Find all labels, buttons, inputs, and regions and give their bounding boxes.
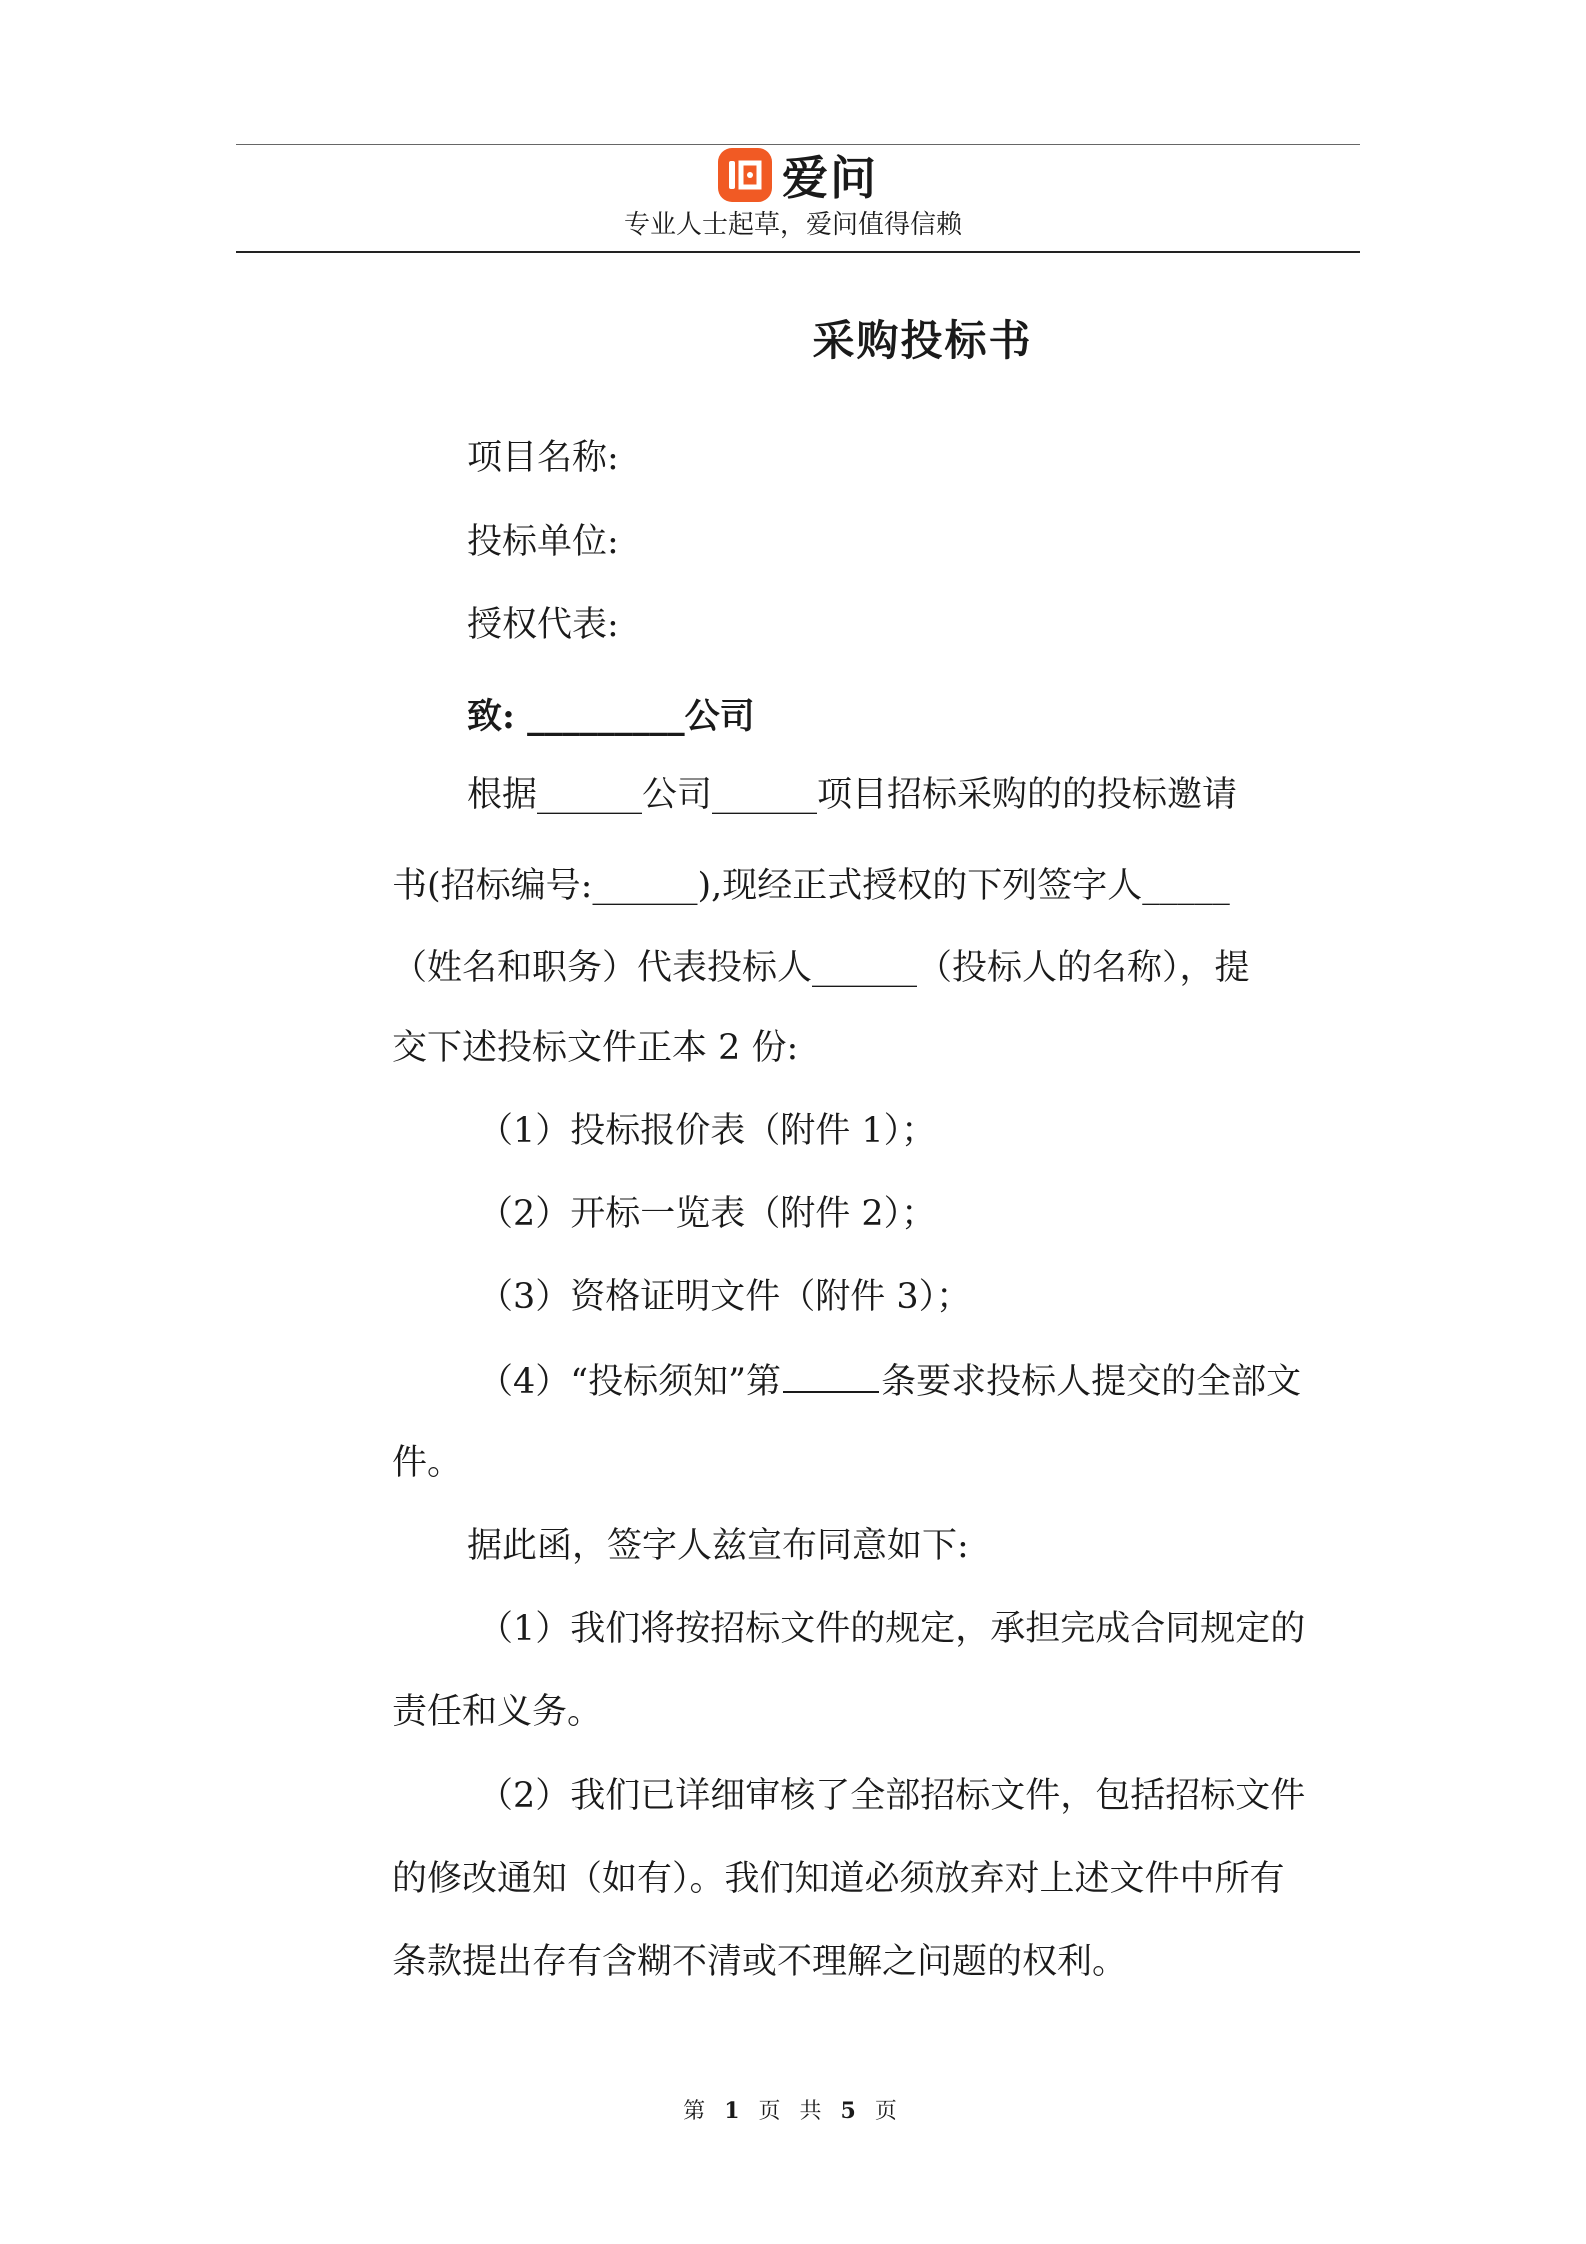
list-item-2: （2）开标一览表（附件 2）； [478,1194,937,1234]
list-item-1: （1）投标报价表（附件 1）； [478,1111,937,1151]
list-item-4-continuation: 件。 [392,1443,463,1483]
list-item-4 [478,1355,1301,1407]
bidder-unit-field: 投标单位: [467,522,619,562]
project-name-field: 项目名称: [467,438,619,478]
footer-prefix: 第 [683,2099,712,2124]
footer-middle: 页 共 [758,2099,828,2124]
paragraph1-line3: （姓名和职务）代表投标人______（投标人的名称），提 [392,948,1250,988]
paragraph1-line2: 书(招标编号:______),现经正式授权的下列签字人_____ [392,866,1230,906]
iask-logo-icon [718,148,772,202]
paragraph1-line1: 根据______公司______项目招标采购的的投标邀请 [467,775,1238,815]
document-title: 采购投标书 [812,316,1033,365]
brand-logo [718,146,878,204]
clause-number-blank[interactable] [783,1355,879,1393]
declaration-2-line1: （2）我们已详细审核了全部招标文件，包括招标文件 [478,1776,1306,1816]
declaration-2-line3: 条款提出存有含糊不清或不理解之问题的权利。 [392,1942,1128,1982]
addressee-line: 致: _________公司 [467,696,755,737]
list-item-4-after: 条要求投标人提交的全部文 [881,1362,1302,1402]
header-bottom-rule [236,251,1360,253]
declaration-1-line1: （1）我们将按招标文件的规定，承担完成合同规定的 [478,1609,1306,1649]
header-slogan: 专业人士起草，爱问值得信赖 [623,210,962,240]
page-total: 5 [840,2098,862,2124]
declaration-1-line2: 责任和义务。 [392,1692,603,1732]
declaration-intro: 据此函，签字人兹宣布同意如下: [467,1526,969,1566]
page-footer [0,2094,1586,2125]
footer-suffix: 页 [874,2099,903,2124]
list-item-3: （3）资格证明文件（附件 3）； [478,1277,972,1317]
page-number: 1 [724,2098,746,2124]
brand-name: 爱问 [782,151,878,205]
authorized-rep-field: 授权代表: [467,605,619,645]
paragraph1-line4: 交下述投标文件正本 2 份: [392,1028,799,1068]
declaration-2-line2: 的修改通知（如有）。我们知道必须放弃对上述文件中所有 [392,1859,1285,1899]
list-item-4-before: （4）“投标须知”第 [478,1362,782,1402]
